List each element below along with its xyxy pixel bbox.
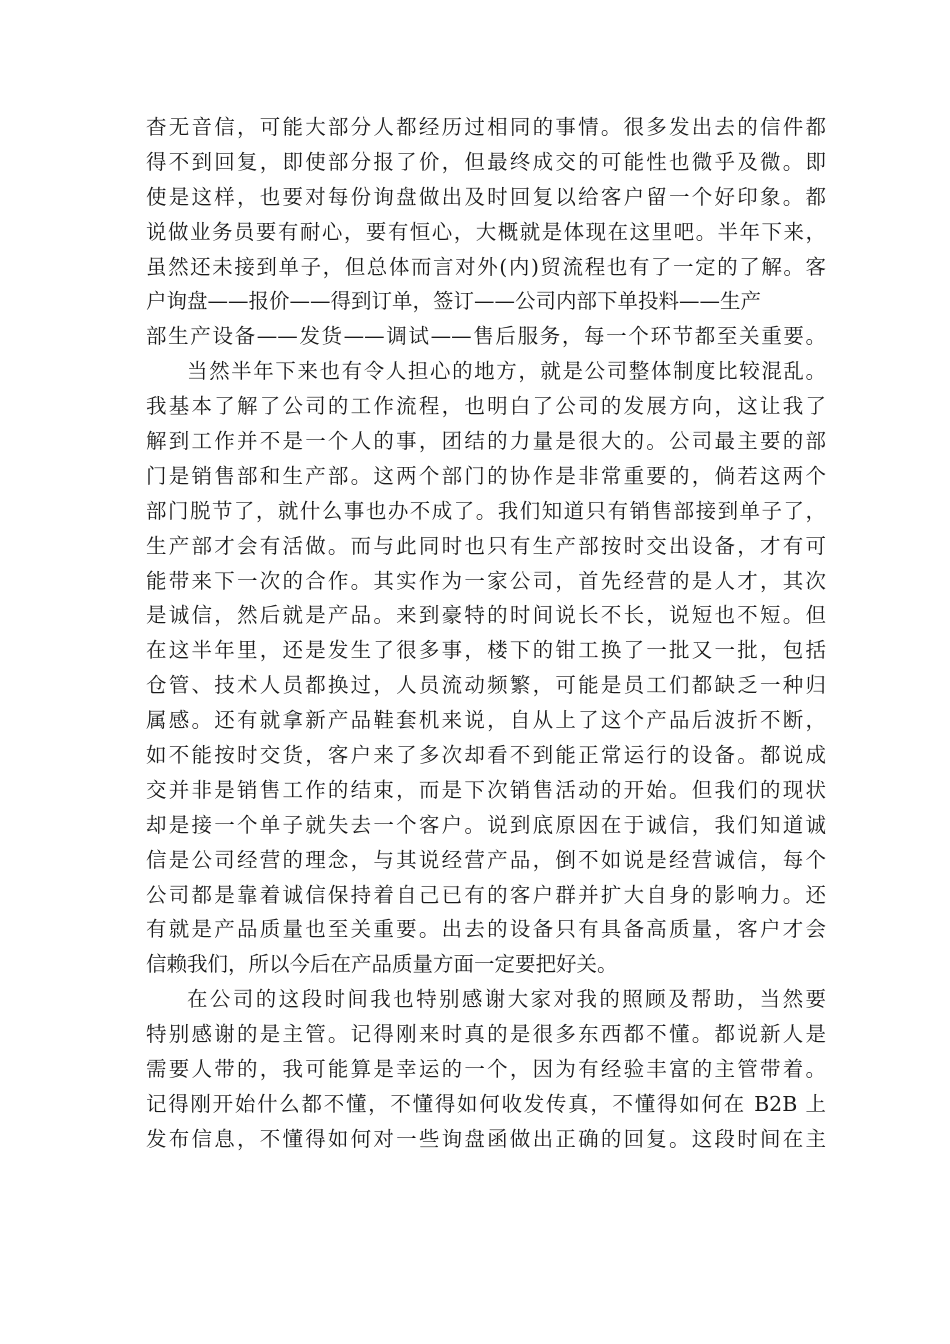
text-line: 当然半年下来也有令人担心的地方，就是公司整体制度比较混乱。 — [187, 359, 826, 384]
text-line: 我基本了解了公司的工作流程，也明白了公司的发展方向，这让我了 — [146, 394, 826, 419]
text-line: 门是销售部和生产部。这两个部门的协作是非常重要的，倘若这两个 — [146, 463, 826, 488]
text-line: 信赖我们，所以今后在产品质量方面一定要把好关。 — [146, 952, 618, 977]
text-line: 仓管、技术人员都换过，人员流动频繁，可能是员工们都缺乏一种归 — [146, 673, 826, 698]
text-line: 需要人带的，我可能算是幸运的一个，因为有经验丰富的主管带着。 — [146, 1057, 826, 1082]
text-line: 有就是产品质量也至关重要。出去的设备只有具备高质量，客户才会 — [146, 917, 826, 942]
text-line: 记得刚开始什么都不懂，不懂得如何收发传真，不懂得如何在 B2B 上 — [146, 1091, 827, 1116]
text-line: 使是这样，也要对每份询盘做出及时回复以给客户留一个好印象。都 — [146, 184, 826, 209]
body-text — [146, 110, 826, 1157]
text-line: 户询盘——报价——得到订单，签订——公司内部下单投料——生产 — [146, 289, 761, 314]
text-line: 发布信息，不懂得如何对一些询盘函做出正确的回复。这段时间在主 — [146, 1126, 826, 1151]
text-line: 特别感谢的是主管。记得刚来时真的是很多东西都不懂。都说新人是 — [146, 1022, 826, 1047]
text-line: 虽然还未接到单子，但总体而言对外(内)贸流程也有了一定的了解。客 — [146, 254, 826, 279]
text-line: 能带来下一次的合作。其实作为一家公司，首先经营的是人才，其次 — [146, 568, 826, 593]
text-line: 信是公司经营的理念，与其说经营产品，倒不如说是经营诚信，每个 — [146, 847, 826, 872]
text-line: 却是接一个单子就失去一个客户。说到底原因在于诚信，我们知道诚 — [146, 812, 826, 837]
text-line: 解到工作并不是一个人的事，团结的力量是很大的。公司最主要的部 — [146, 429, 826, 454]
text-line: 得不到回复，即使部分报了价，但最终成交的可能性也微乎及微。即 — [146, 149, 826, 174]
text-line: 部生产设备——发货——调试——售后服务，每一个环节都至关重要。 — [146, 324, 826, 349]
text-line: 属感。还有就拿新产品鞋套机来说，自从上了这个产品后波折不断， — [146, 708, 826, 733]
text-line: 是诚信，然后就是产品。来到豪特的时间说长不长，说短也不短。但 — [146, 603, 826, 628]
text-line: 说做业务员要有耐心，要有恒心，大概就是体现在这里吧。半年下来， — [146, 219, 826, 244]
paragraph-3 — [146, 982, 826, 1156]
text-line: 公司都是靠着诚信保持着自己已有的客户群并扩大自身的影响力。还 — [146, 882, 826, 907]
text-line: 交并非是销售工作的结束，而是下次销售活动的开始。但我们的现状 — [146, 777, 826, 802]
text-line: 生产部才会有活做。而与此同时也只有生产部按时交出设备，才有可 — [146, 533, 826, 558]
text-line: 杳无音信，可能大部分人都经历过相同的事情。很多发出去的信件都 — [146, 115, 826, 139]
text-line: 在公司的这段时间我也特别感谢大家对我的照顾及帮助，当然要 — [187, 987, 826, 1012]
paragraph-1 — [146, 110, 826, 354]
text-line: 如不能按时交货，客户来了多次却看不到能正常运行的设备。都说成 — [146, 743, 826, 768]
text-line: 在这半年里，还是发生了很多事，楼下的钳工换了一批又一批，包括 — [146, 638, 826, 663]
paragraph-2 — [146, 354, 826, 982]
text-line: 部门脱节了，就什么事也办不成了。我们知道只有销售部接到单子了， — [146, 498, 826, 523]
